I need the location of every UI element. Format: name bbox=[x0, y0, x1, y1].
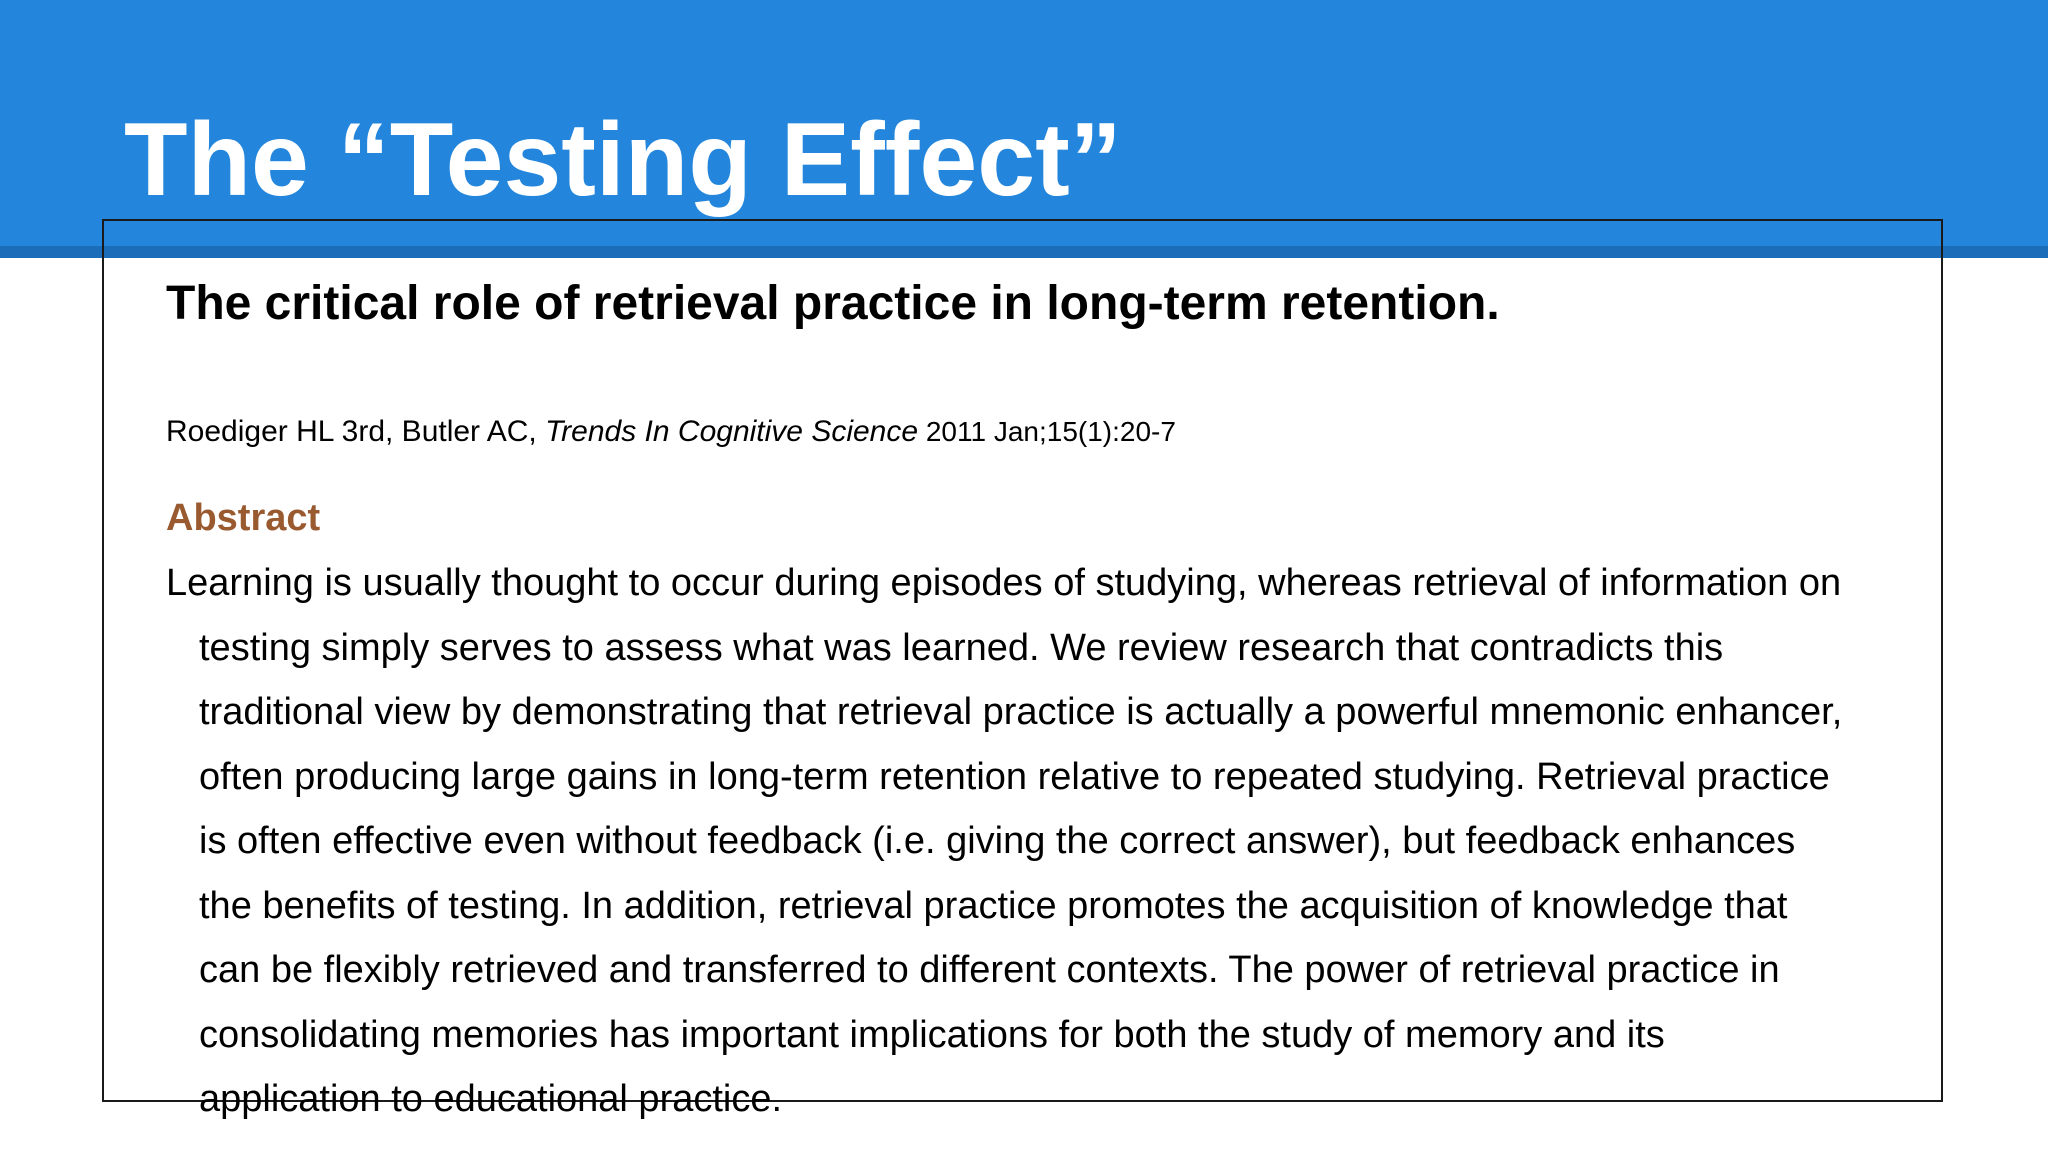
paper-title: The critical role of retrieval practice in long-term retention. bbox=[166, 277, 1500, 330]
abstract-line: Learning is usually thought to occur during episodes of studying, whereas retrieval of information on bbox=[166, 562, 1842, 604]
abstract-line: traditional view by demonstrating that retrieval practice is actually a powerful mnemonic enhancer, bbox=[199, 691, 1843, 733]
abstract-line: consolidating memories has important implications for both the study of memory and its bbox=[199, 1013, 1665, 1056]
abstract-line: can be flexibly retrieved and transferred to different contexts. The power of retrieval practice in bbox=[199, 949, 1780, 991]
abstract-line: the benefits of testing. In addition, retrieval practice promotes the acquisition of knowledge that bbox=[199, 884, 1788, 927]
abstract-line: testing simply serves to assess what was learned. We review research that contradicts this bbox=[199, 626, 1724, 669]
abstract-body bbox=[166, 551, 1926, 1132]
citation-authors: Roediger HL 3rd, Butler AC, bbox=[166, 415, 546, 448]
abstract-heading: Abstract bbox=[166, 497, 321, 539]
abstract-line: application to educational practice. bbox=[199, 1078, 783, 1120]
citation bbox=[166, 412, 1176, 452]
citation-journal: Trends In Cognitive Science bbox=[545, 415, 919, 448]
abstract-line: often producing large gains in long-term retention relative to repeated studying. Retrieval practice bbox=[199, 755, 1830, 798]
abstract-line: is often effective even without feedback (i.e. giving the correct answer), but feedback enhances bbox=[199, 820, 1796, 862]
slide-title: The “Testing Effect” bbox=[124, 102, 1122, 218]
citation-details: 2011 Jan;15(1):20-7 bbox=[918, 416, 1176, 447]
